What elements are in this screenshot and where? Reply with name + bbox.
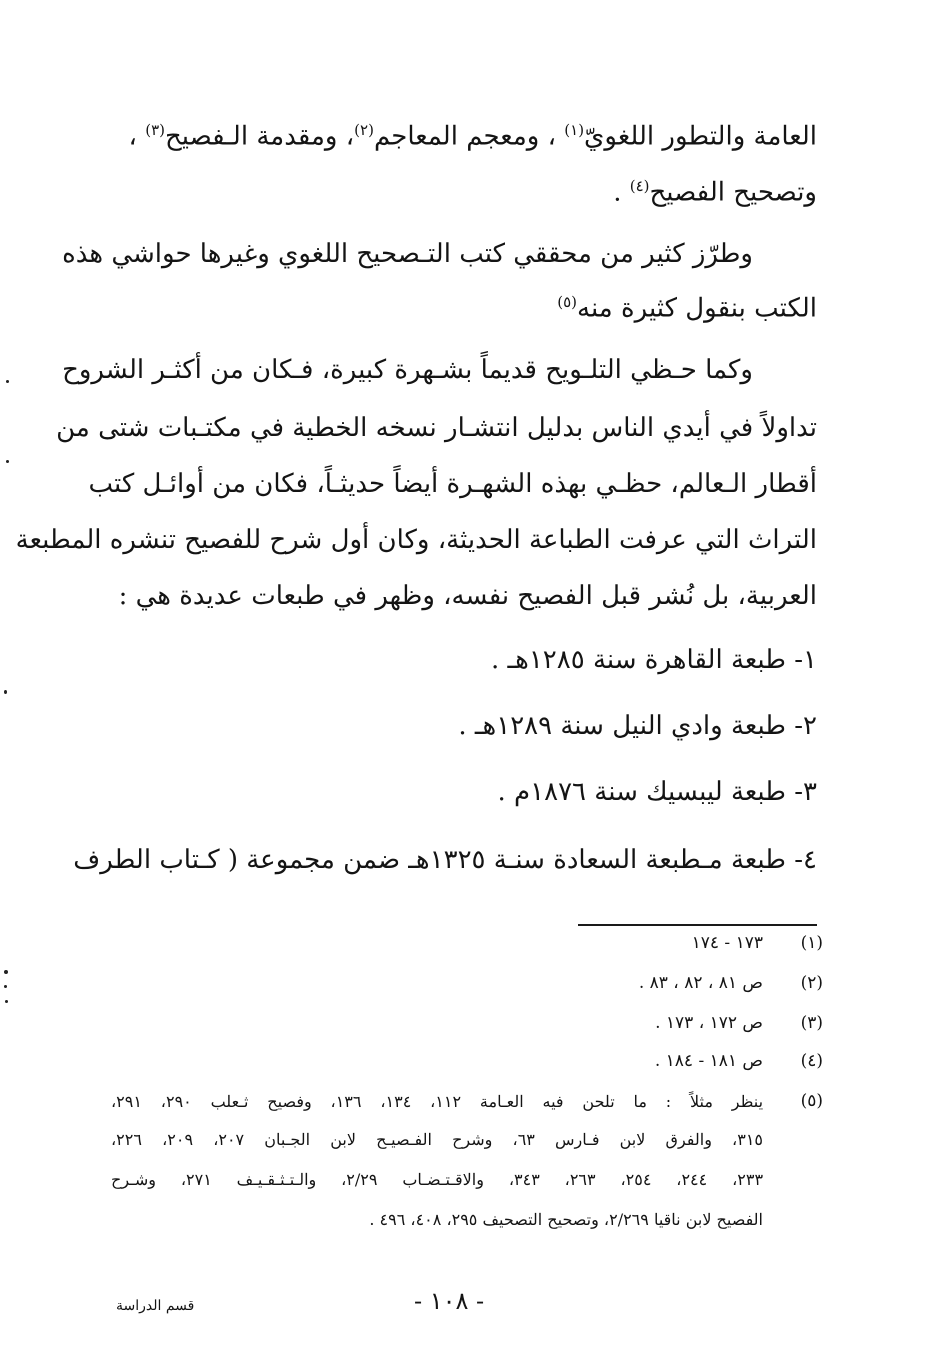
- section-label: قسم الدراسة: [116, 1298, 195, 1314]
- list-item-2: [458, 708, 817, 744]
- footnote-ref-4: (٤): [629, 177, 650, 195]
- footnote-5-line-4: الفصيح لابن ناقيا ٢/٢٦٩، وتصحيح التصحيف ٢٩٥، ٤٠٨، ٤٩٦ .: [369, 1210, 763, 1229]
- footnote-separator: [578, 924, 817, 926]
- footnote-5-number: (٥): [800, 1091, 823, 1111]
- body-line-2-part-b: .: [613, 177, 630, 208]
- footnote-5-line-1: ينظر مثلاً : ما تلحن فيه العـامة ١١٢، ١٣٤، ١٣٦، وفصيح ثـعلب ٢٩٠، ٢٩١،: [111, 1092, 764, 1111]
- scan-speck: [6, 380, 9, 383]
- page-number: - ١٠٨ -: [414, 1287, 485, 1315]
- footnote-4-text: ص ١٨١ - ١٨٤ .: [654, 1051, 763, 1071]
- body-line-1: [129, 112, 817, 155]
- footnote-1-text: ١٧٣ - ١٧٤: [691, 933, 763, 953]
- footnote-ref-3: (٣): [145, 121, 165, 139]
- body-line-4-text: الكتب بنقول كثيرة منه: [577, 293, 817, 324]
- footnote-ref-1: (١): [564, 121, 585, 139]
- footnote-1-number: (١): [800, 933, 823, 953]
- list-item-2-text: ٢- طبعة وادي النيل سنة ١٢٨٩هـ .: [458, 711, 817, 741]
- scan-speck: [5, 1000, 8, 1003]
- body-line-6: [56, 410, 817, 446]
- body-line-8: [16, 522, 817, 558]
- footnote-5-line-3: ٢٣٣، ٢٤٤، ٢٥٤، ٢٦٣، ٣٤٣، والاقـتـضـاب ٢/٢٩، والـتـثـقـيـف ٢٧١، وشـرح: [111, 1170, 764, 1189]
- list-item-4: [73, 842, 817, 878]
- list-item-1: [491, 642, 817, 678]
- body-line-9-text: العربية، بل نُشر قبل الفصيح نفسه، وظهر في طبعات عديدة هي :: [118, 581, 817, 611]
- footnote-ref-5: (٥): [557, 293, 578, 311]
- footnote-ref-2: (٢): [354, 121, 374, 139]
- body-line-2-part-a: وتصحيح الفصيح: [649, 177, 817, 208]
- body-line-5-text: وكما حـظي التلـويح قديماً بشـهرة كبيرة، فـكان من أكثـر الشروح: [62, 355, 753, 385]
- body-line-1-part-b: ، ومعجم المعاجم: [373, 121, 565, 152]
- footnote-3-number: (٣): [800, 1013, 823, 1033]
- list-item-1-text: ١- طبعة القاهرة سنة ١٢٨٥هـ .: [490, 645, 817, 675]
- scan-speck: [4, 985, 7, 988]
- body-line-7: [88, 466, 817, 502]
- footnote-5-line-2: ٣١٥، والفرق لابن فـارس ٦٣، وشرح الفـصيـح لابن الجـبان ٢٠٧، ٢٠٩، ٢٢٦،: [111, 1130, 764, 1149]
- body-line-3: [62, 236, 753, 272]
- body-line-5: [62, 352, 753, 388]
- body-line-1-part-d: ،: [128, 121, 146, 152]
- list-item-4-text: ٤- طبعة مـطبعة السعادة سنـة ١٣٢٥هـ ضمن مجموعة ( كـتاب الطرف: [73, 845, 817, 875]
- body-line-4: [557, 284, 817, 327]
- body-line-7-text: أقطار الـعالم، حظـي بهذه الشهـرة أيضاً حديثـاً، فكان من أوائـل كتب: [88, 469, 817, 499]
- body-line-3-text: وطرّز كثير من محققي كتب التـصحيح اللغوي وغيرها حواشي هذه: [62, 239, 753, 269]
- list-item-3: [498, 774, 817, 810]
- body-line-1-part-c: ، ومقدمة الـفصيح: [164, 121, 355, 152]
- list-item-3-text: ٣- طبعة ليبسيك سنة ١٨٧٦م .: [497, 777, 817, 807]
- scan-speck: [6, 460, 9, 463]
- footnote-2-number: (٢): [800, 973, 823, 993]
- footnote-3-text: ص ١٧٢ ، ١٧٣ .: [655, 1013, 763, 1033]
- body-line-2: [613, 168, 817, 211]
- footnote-2-text: ص ٨١ ، ٨٢ ، ٨٣ .: [638, 973, 763, 993]
- footnote-4-number: (٤): [800, 1051, 823, 1071]
- body-line-1-part-a: العامة والتطور اللغويّ: [584, 121, 817, 152]
- scan-speck: [4, 690, 7, 694]
- body-line-9: [119, 578, 817, 614]
- scan-speck: [4, 970, 8, 974]
- body-line-6-text: تداولاً في أيدي الناس بدليل انتشـار نسخه الخطية في مكتـبات شتى من: [56, 413, 817, 443]
- body-line-8-text: التراث التي عرفت الطباعة الحديثة، وكان أول شرح للفصيح تنشره المطبعة: [15, 525, 817, 555]
